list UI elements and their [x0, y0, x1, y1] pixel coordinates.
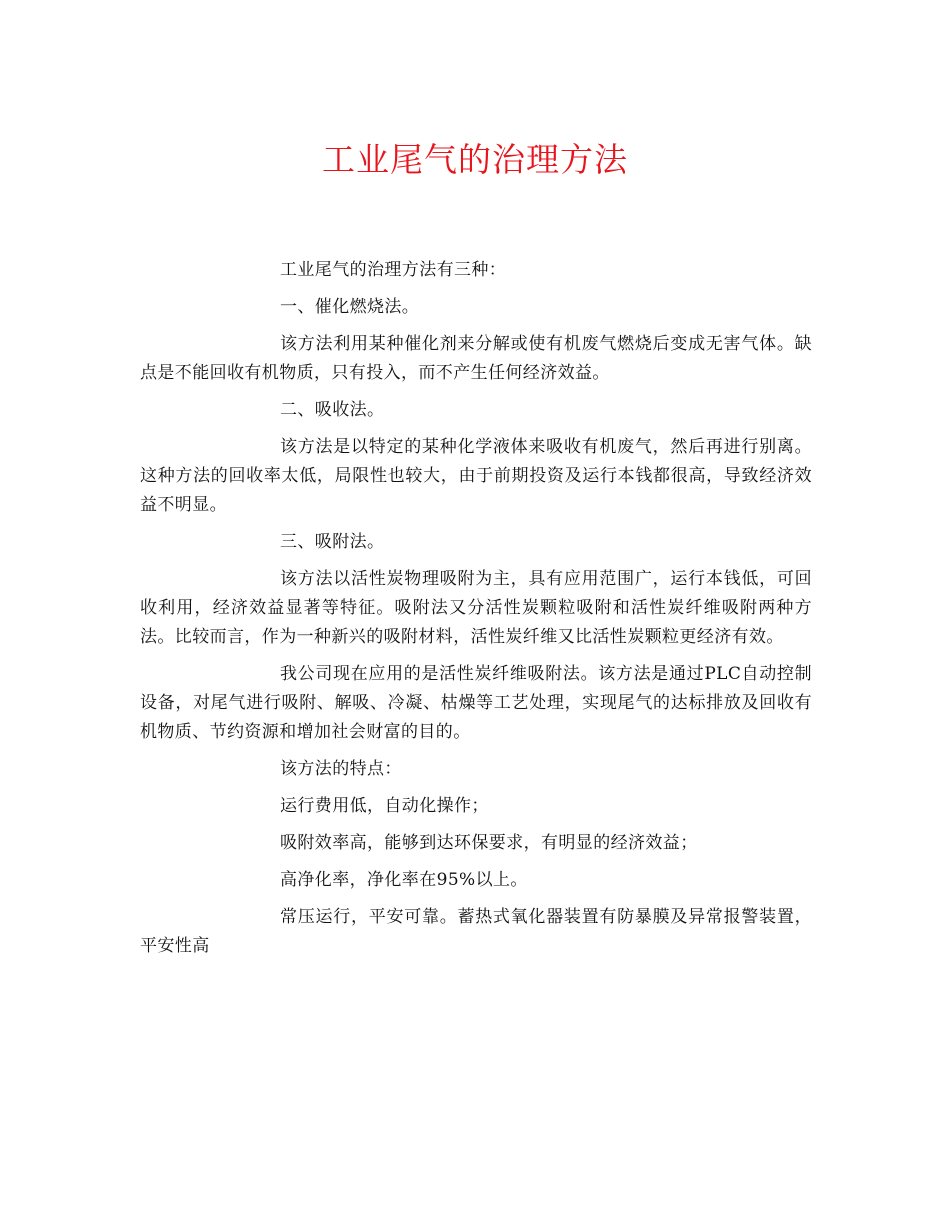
paragraph-absorption: 该方法是以特定的某种化学液体来吸收有机废气，然后再进行别离。这种方法的回收率太低，局限性也较大，由于前期投资及运行本钱都很高，导致经济效益不明显。	[140, 437, 812, 515]
feature-item: 运行费用低，自动化操作；	[280, 796, 489, 816]
paragraph-company-method: 我公司现在应用的是活性炭纤维吸附法。该方法是通过PLC自动控制设备，对尾气进行吸附、解吸、冷凝、枯燥等工艺处理，实现尾气的达标排放及回收有机物质、节约资源和增加社会财富的目的。	[140, 664, 812, 742]
feature-item: 高净化率，净化率在95%以上。	[280, 870, 528, 890]
document-body	[140, 256, 812, 969]
heading-features: 该方法的特点：	[280, 759, 402, 779]
paragraph-intro: 工业尾气的治理方法有三种：	[280, 260, 507, 280]
feature-item: 常压运行，平安可靠。蓄热式氧化器装置有防暴膜及异常报警装置，平安性高	[140, 907, 812, 956]
document-title: 工业尾气的治理方法	[322, 140, 628, 179]
heading-absorption: 二、吸收法。	[280, 400, 385, 420]
paragraph-adsorption: 该方法以活性炭物理吸附为主，具有应用范围广，运行本钱低，可回收利用，经济效益显著等特征。吸附法又分活性炭颗粒吸附和活性炭纤维吸附两种方法。比较而言，作为一种新兴的吸附材料，活性炭纤维又比活性炭颗粒更经济有效。	[140, 569, 812, 647]
heading-adsorption: 三、吸附法。	[280, 532, 385, 552]
heading-catalytic-combustion: 一、催化燃烧法。	[280, 297, 420, 317]
feature-item: 吸附效率高，能够到达环保要求，有明显的经济效益；	[280, 833, 698, 853]
paragraph-catalytic-combustion: 该方法利用某种催化剂来分解或使有机废气燃烧后变成无害气体。缺点是不能回收有机物质，只有投入，而不产生任何经济效益。	[140, 334, 812, 383]
